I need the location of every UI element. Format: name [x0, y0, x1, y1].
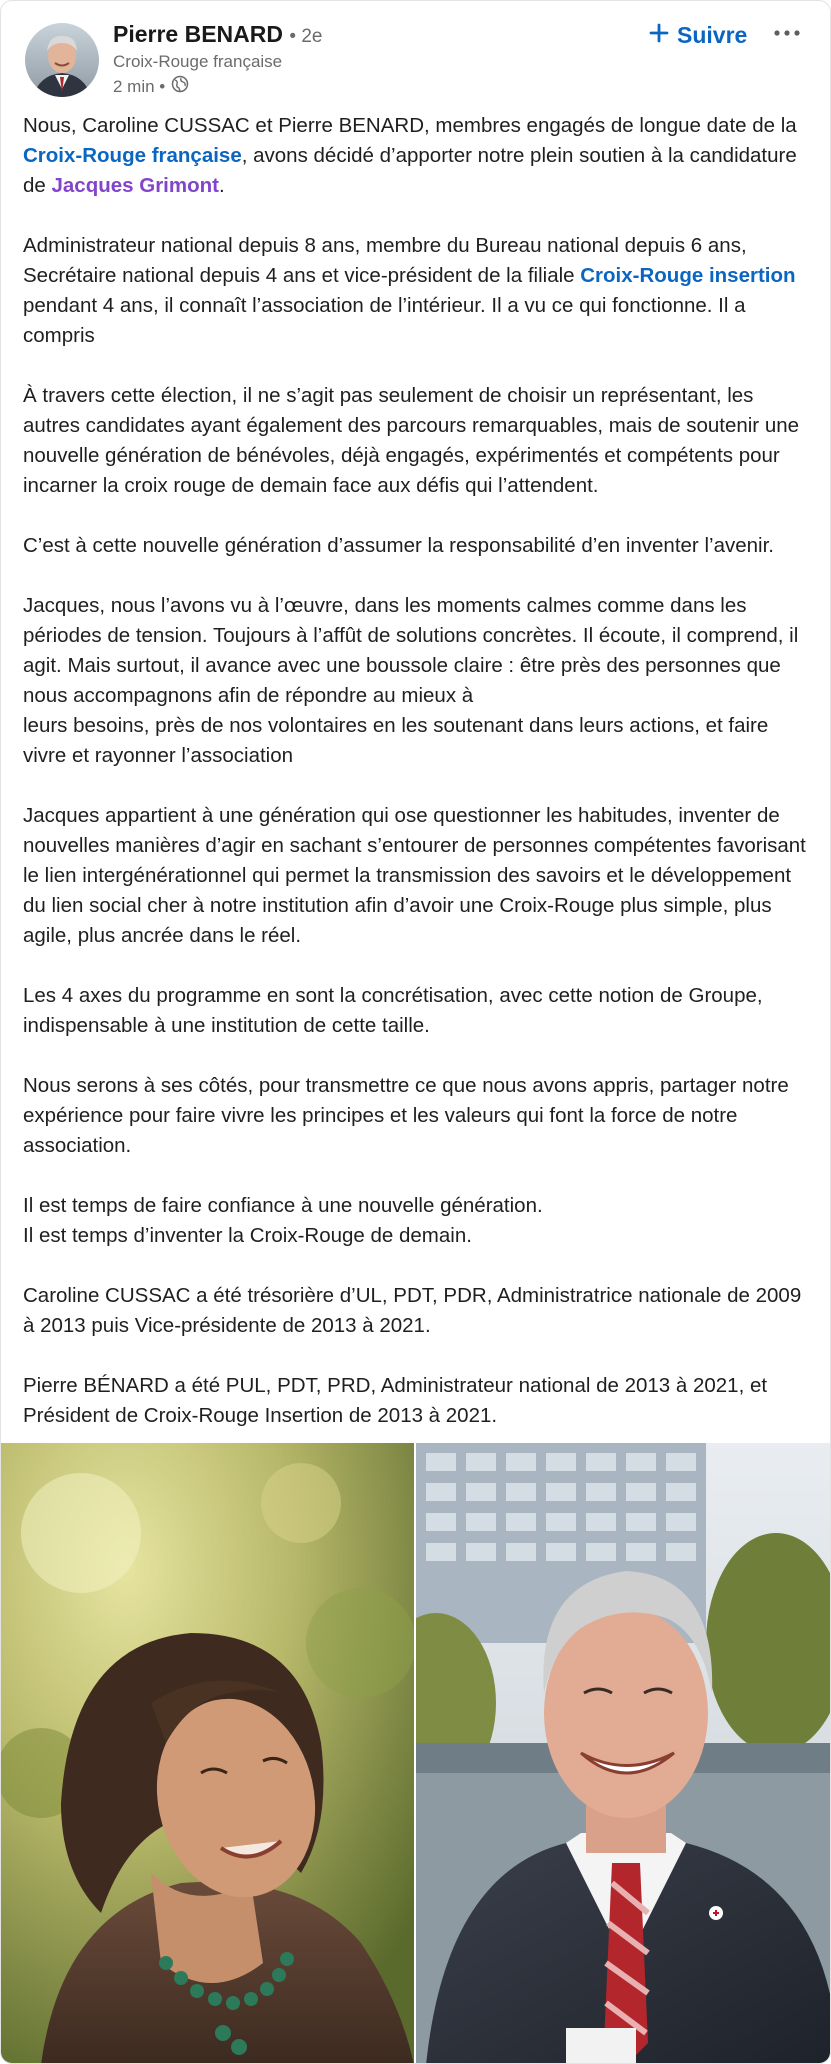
post-paragraph: Pierre BÉNARD a été PUL, PDT, PRD, Administrateur national de 2013 à 2021, et Président de Croix-Rouge Insertion de 2013 à 2021. — [23, 1374, 768, 1427]
post-text — [23, 111, 813, 1461]
post-paragraph — [23, 231, 813, 351]
post-paragraph: À travers cette élection, il ne s’agit pas seulement de choisir un représentant, les autres candidates ayant également des parcours remarquables, mais de soutenir une nouvelle génération de bénévoles, déjà engagés, expérimentés et compétents pour incarner la croix rouge de demain face aux défis qui l’attendent. — [23, 384, 800, 497]
author-avatar[interactable] — [25, 23, 99, 97]
text-span: , avons décidé d’apporter notre plein soutien à la candidature de — [23, 144, 797, 197]
post-paragraph: Caroline CUSSAC a été trésorière d’UL, PDT, PDR, Administratrice nationale de 2009 à 2013 puis Vice-présidente de 2013 à 2021. — [23, 1284, 802, 1337]
author-name-text[interactable]: Pierre BENARD — [113, 21, 283, 47]
globe-icon — [171, 75, 189, 98]
post-paragraph — [23, 591, 813, 771]
post-meta — [113, 75, 189, 98]
author-headline: Croix-Rouge française — [113, 52, 283, 71]
more-horizontal-icon — [773, 29, 801, 37]
post-paragraph: Jacques appartient à une génération qui ose questionner les habitudes, inventer de nouvelles manières d’agir en sachant s’entourer de personnes compétentes favorisant le lien intergénérationnel qui permet la transmission des savoirs et le développement du lien social cher à notre institution afin d’avoir une Croix-Rouge plus simple, plus agile, plus ancrée dans le réel. — [23, 804, 806, 947]
post-paragraph: C’est à cette nouvelle génération d’assumer la responsabilité d’en inventer l’avenir. — [23, 534, 774, 557]
avatar-photo — [25, 23, 99, 97]
text-span: Nous, Caroline CUSSAC et Pierre BENARD, membres engagés de longue date de la — [23, 114, 797, 137]
text-span: . — [218, 174, 225, 197]
post-paragraph: Nous serons à ses côtés, pour transmettre ce que nous avons appris, partager notre expérience pour faire vivre les principes et les valeurs qui font la force de notre association. — [23, 1074, 789, 1157]
mention-croix-rouge-francaise[interactable]: Croix-Rouge française — [23, 144, 242, 167]
text-span: Jacques, nous l’avons vu à l’œuvre, dans les moments calmes comme dans les périodes de tension. Toujours à l’affût de solutions concrètes. Il écoute, il comprend, il agit. Mais surtout, il avance avec une boussole claire : être près des personnes que nous accompagnons afin de répondre au mieux à — [23, 594, 799, 707]
post-paragraph — [23, 111, 813, 201]
connection-degree: • 2e — [289, 26, 323, 47]
plus-icon — [649, 22, 669, 49]
text-span: leurs besoins, près de nos volontaires en les soutenant dans leurs actions, et faire vivre et rayonner l’association — [23, 714, 769, 767]
text-span: Administrateur national depuis 8 ans, membre du Bureau national depuis 6 ans, Secrétaire national depuis 4 ans et vice-président de la filiale — [23, 234, 747, 287]
photo-caroline-cussac[interactable] — [1, 1443, 414, 2064]
follow-label: Suivre — [677, 21, 748, 48]
post-paragraph — [23, 1191, 813, 1251]
text-span: Il est temps de faire confiance à une nouvelle génération. — [23, 1194, 543, 1217]
post-images[interactable] — [1, 1443, 831, 2064]
follow-button[interactable] — [649, 17, 747, 53]
text-span: Il est temps d’inventer la Croix-Rouge de demain. — [23, 1224, 472, 1247]
post-paragraph: Les 4 axes du programme en sont la concrétisation, avec cette notion de Groupe, indispensable à une institution de cette taille. — [23, 984, 763, 1037]
mention-croix-rouge-insertion[interactable]: Croix-Rouge insertion — [580, 264, 796, 287]
more-options-button[interactable] — [769, 15, 805, 51]
post-time: 2 min • — [113, 76, 166, 96]
text-span: pendant 4 ans, il connaît l’association de l’intérieur. Il a vu ce qui fonctionne. Il a compris — [23, 294, 746, 347]
author-name[interactable] — [113, 21, 322, 48]
photo-pierre-benard[interactable] — [416, 1443, 831, 2064]
mention-jacques-grimont[interactable]: Jacques Grimont — [51, 174, 219, 197]
